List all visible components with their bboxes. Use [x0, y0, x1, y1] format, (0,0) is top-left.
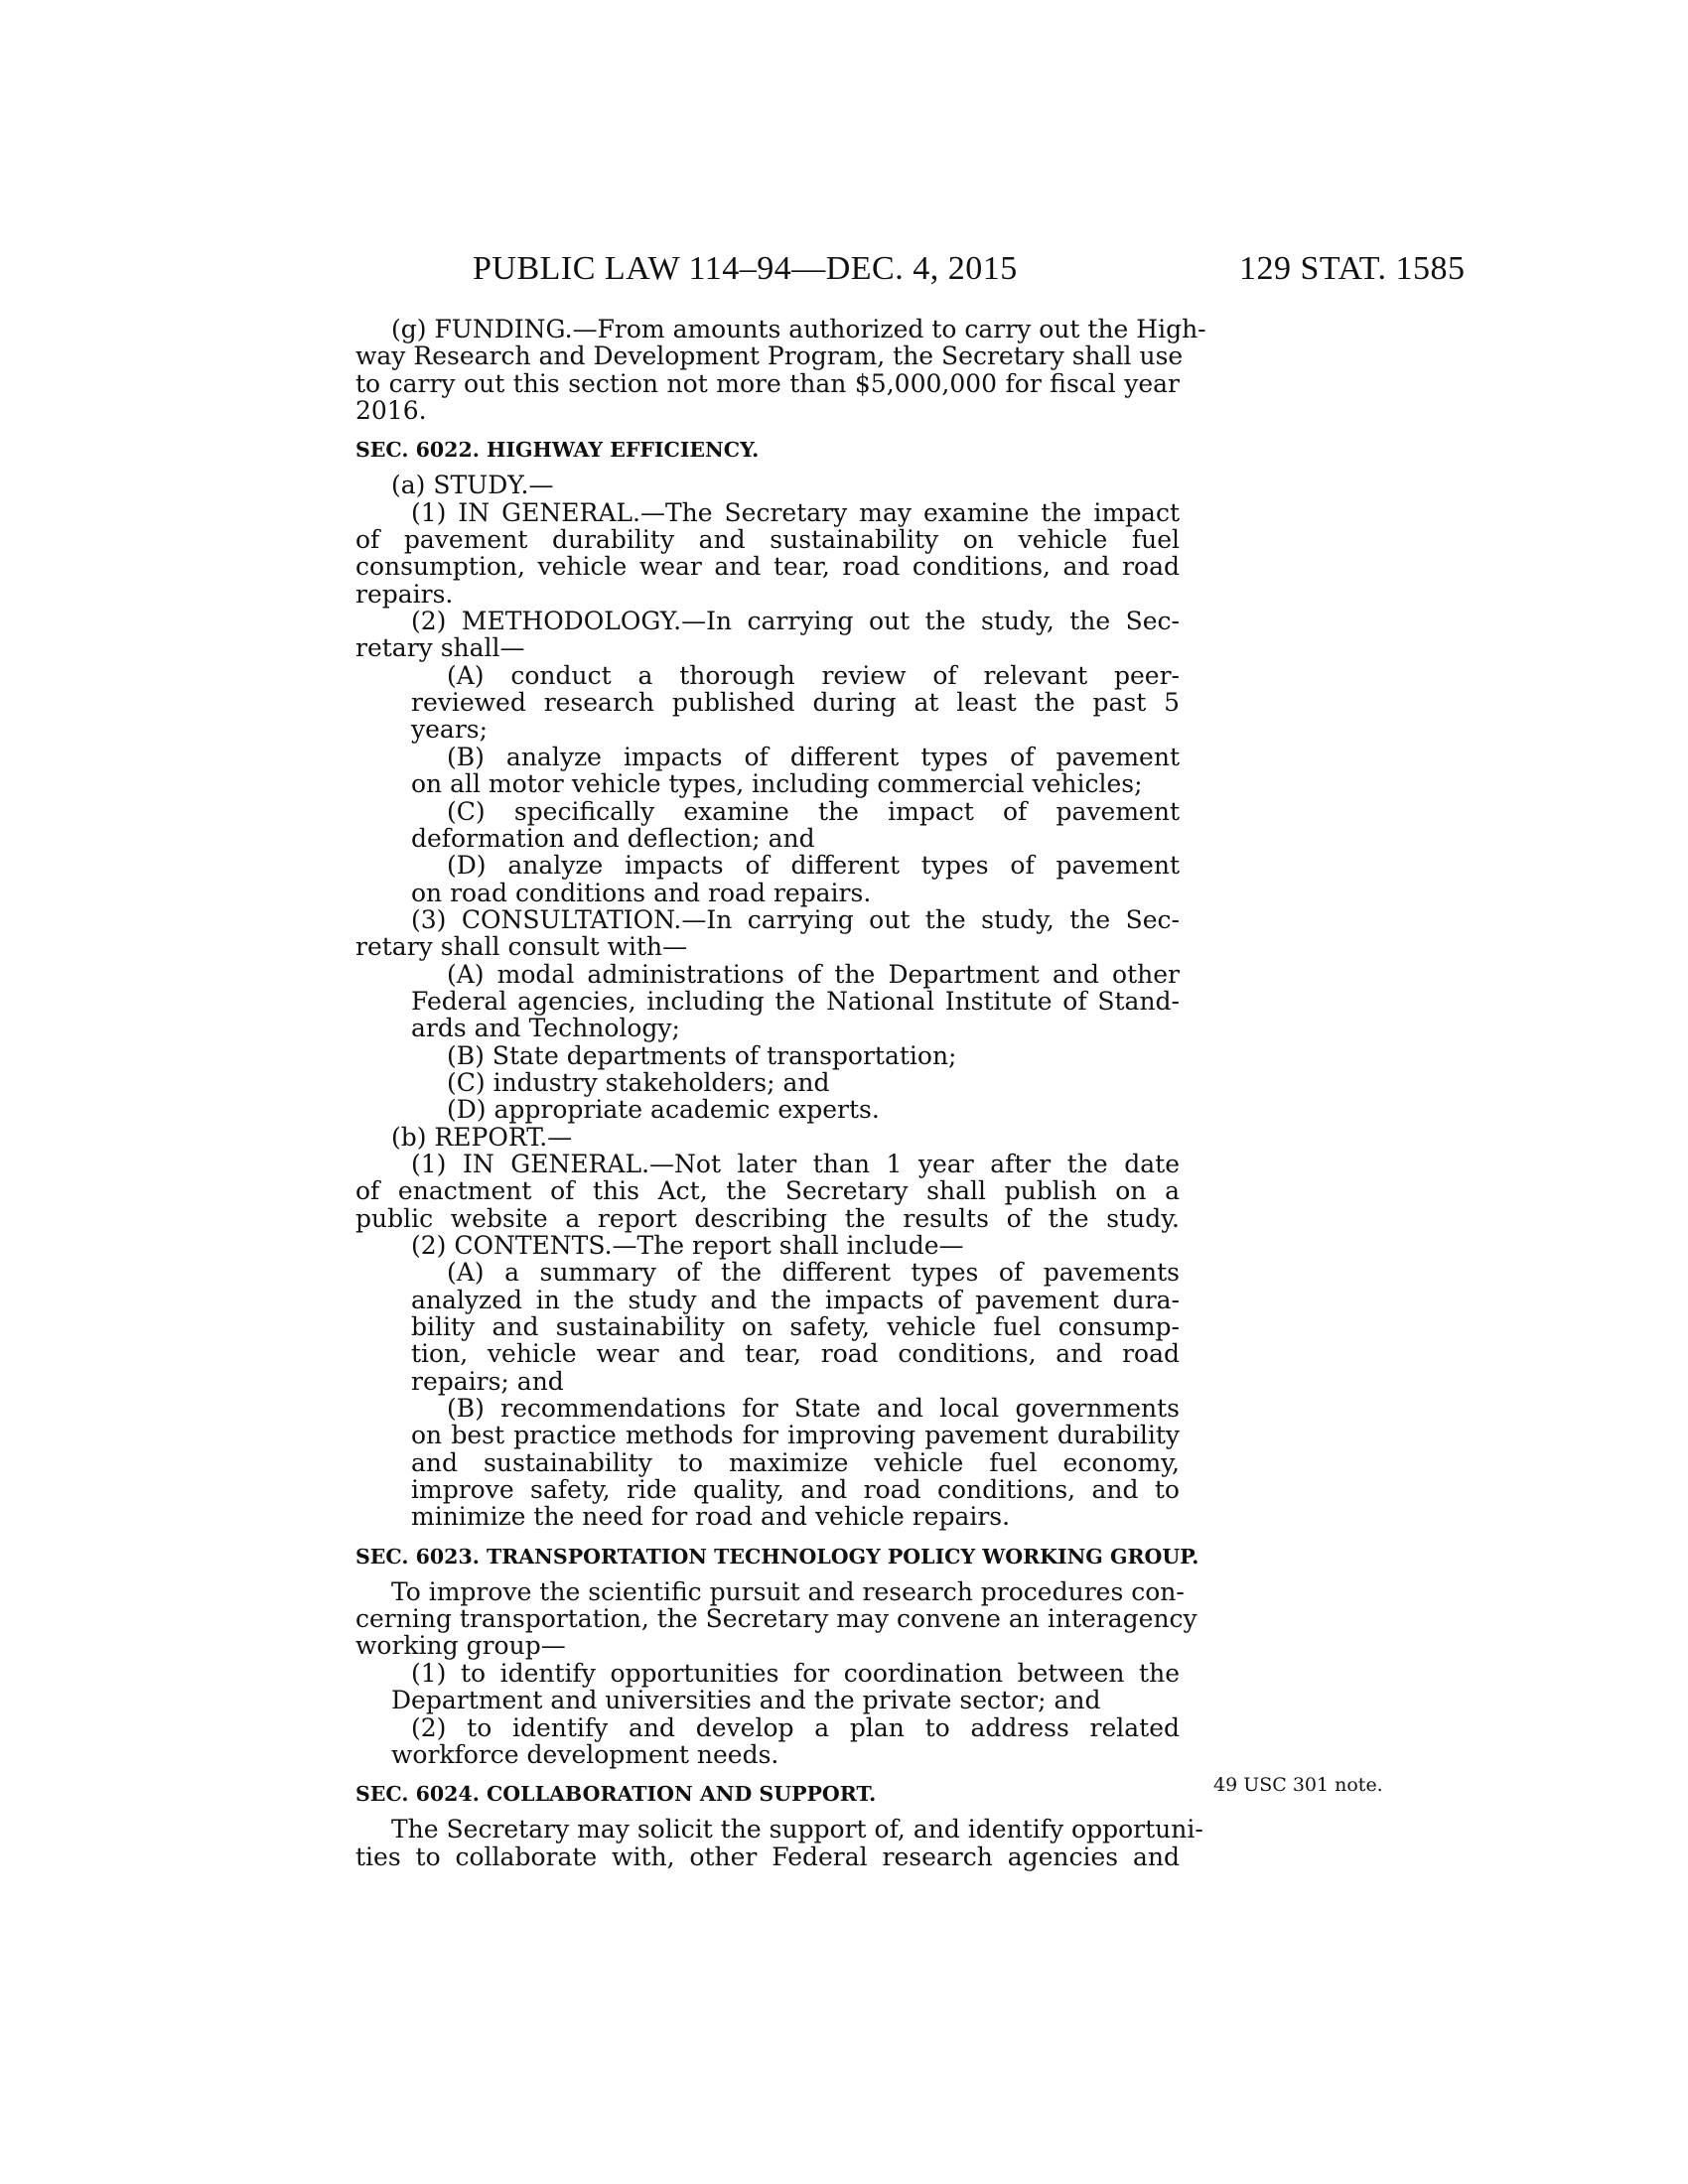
clause-a3C: (C) industry stakeholders; and: [447, 1067, 830, 1097]
text-line: minimize the need for road and vehicle repairs.: [411, 1502, 1011, 1532]
text-line: ards and Technology;: [411, 1014, 680, 1043]
section-heading-6024: SEC. 6024. COLLABORATION AND SUPPORT.: [355, 1782, 877, 1807]
clause-a3D: (D) appropriate academic experts.: [447, 1095, 880, 1125]
subsection-a-label: (a) STUDY.—: [391, 471, 554, 500]
paragraph-a3: [355, 906, 1180, 961]
text-line: (A) a summary of the different types of pavements: [447, 1258, 1180, 1288]
paragraph-b2: (2) CONTENTS.—The report shall include—: [411, 1231, 964, 1260]
text-line: (C) specifically examine the impact of pavement: [447, 796, 1180, 826]
text-line: to carry out this section not more than $5,000,000 for fiscal year: [355, 368, 1180, 398]
text-line: of pavement durability and sustainability on vehicle fuel: [355, 525, 1180, 555]
text-line: (2) to identify and develop a plan to address related: [411, 1712, 1180, 1742]
text-line: (1) IN GENERAL.—The Secretary may examine the impact: [411, 497, 1180, 527]
running-header-left: PUBLIC LAW 114–94—DEC. 4, 2015: [473, 250, 1018, 287]
text-line: and sustainability to maximize vehicle fuel economy,: [411, 1447, 1180, 1477]
clause-a3A: [355, 961, 1180, 1042]
document-body: [355, 315, 1206, 1871]
text-line: repairs; and: [411, 1366, 564, 1396]
clause-a2A: [355, 662, 1180, 744]
section-heading-6023: SEC. 6023. TRANSPORTATION TECHNOLOGY POLICY WORKING GROUP.: [355, 1544, 1199, 1569]
clause-a2C: [355, 798, 1180, 853]
text-line: ties to collaborate with, other Federal research agencies and: [355, 1842, 1180, 1871]
running-header-page-citation: 129 STAT. 1585: [1239, 250, 1466, 287]
paragraph-a1: [355, 499, 1180, 608]
clause-b2A: [355, 1259, 1180, 1395]
text-line: of enactment of this Act, the Secretary shall publish on a: [355, 1176, 1180, 1206]
text-line: analyzed in the study and the impacts of pavement dura-: [411, 1285, 1180, 1314]
paragraph-b1: [355, 1151, 1180, 1232]
text-line: (D) analyze impacts of different types of pavement: [447, 851, 1180, 881]
text-line: retary shall—: [355, 633, 525, 663]
paragraph-g-funding: [355, 315, 1206, 426]
text-line: workforce development needs.: [391, 1739, 779, 1769]
text-line: reviewed research published during at least the past 5: [411, 688, 1180, 718]
text-line: working group—: [355, 1631, 566, 1661]
paragraph-6023-1: [355, 1660, 1180, 1714]
text-line: (1) to identify opportunities for coordination between the: [411, 1658, 1180, 1688]
text-line: public website a report describing the results of the study.: [355, 1203, 1180, 1233]
clause-b2B: [355, 1395, 1180, 1531]
paragraph-6024-intro: [355, 1815, 1203, 1871]
subsection-b-label: (b) REPORT.—: [391, 1122, 573, 1152]
text-line: years;: [411, 715, 489, 745]
text-line: on best practice methods for improving pavement durability: [411, 1421, 1180, 1450]
text-line: tion, vehicle wear and tear, road conditions, and road: [411, 1339, 1180, 1369]
text-line: Federal agencies, including the National Institute of Stand-: [411, 986, 1180, 1016]
clause-a2D: [355, 852, 1180, 906]
text-line: To improve the scientific pursuit and research procedures con-: [391, 1576, 1185, 1606]
paragraph-6023-2: [355, 1714, 1180, 1769]
text-line: (2) METHODOLOGY.—In carrying out the study, the Sec-: [411, 607, 1180, 636]
margin-note-usc-citation: 49 USC 301 note.: [1213, 1774, 1383, 1796]
text-line: deformation and deflection; and: [411, 823, 815, 853]
text-line: (1) IN GENERAL.—Not later than 1 year after the date: [411, 1149, 1180, 1178]
text-line: The Secretary may solicit the support of, and identify opportuni-: [391, 1815, 1203, 1844]
text-line: on all motor vehicle types, including commercial vehicles;: [411, 769, 1143, 799]
paragraph-a2: [355, 608, 1180, 662]
text-line: (B) recommendations for State and local governments: [447, 1394, 1180, 1424]
text-line: (g) FUNDING.—From amounts authorized to carry out the High-: [391, 315, 1206, 343]
text-line: retary shall consult with—: [355, 932, 688, 962]
text-line: (A) conduct a thorough review of relevant peer-: [447, 660, 1180, 690]
text-line: repairs.: [355, 579, 454, 609]
text-line: (3) CONSULTATION.—In carrying out the study, the Sec-: [411, 904, 1180, 934]
text-line: (B) analyze impacts of different types of pavement: [447, 742, 1180, 771]
text-line: Department and universities and the private sector; and: [391, 1686, 1101, 1715]
clause-a3B: (B) State departments of transportation;: [447, 1040, 957, 1070]
text-line: bility and sustainability on safety, vehicle fuel consump-: [411, 1312, 1180, 1342]
text-line: consumption, vehicle wear and tear, road conditions, and road: [355, 552, 1180, 582]
section-heading-6022: SEC. 6022. HIGHWAY EFFICIENCY.: [355, 438, 760, 463]
paragraph-6023-intro: [355, 1576, 1197, 1661]
text-line: improve safety, ride quality, and road conditions, and to: [411, 1475, 1180, 1505]
text-line: 2016.: [355, 396, 427, 426]
clause-a2B: [355, 744, 1180, 798]
text-line: way Research and Development Program, the Secretary shall use: [355, 341, 1184, 371]
text-line: on road conditions and road repairs.: [411, 878, 872, 907]
text-line: (A) modal administrations of the Department and other: [447, 959, 1180, 989]
text-line: cerning transportation, the Secretary may convene an interagency: [355, 1604, 1197, 1634]
